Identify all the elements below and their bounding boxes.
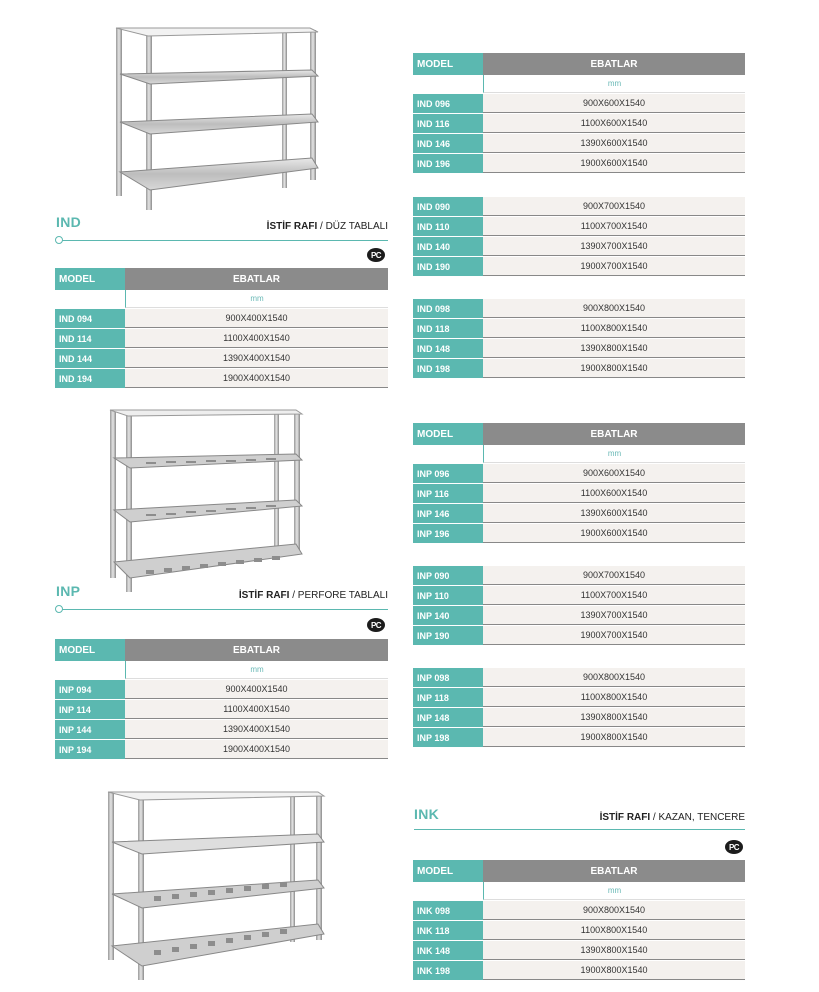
unit-label: mm <box>483 445 745 463</box>
ind-desc-rest: / DÜZ TABLALI <box>317 221 388 232</box>
model-cell: INK 148 <box>413 940 483 960</box>
dims-cell: 1900X400X1540 <box>125 739 388 759</box>
table-row <box>413 900 745 920</box>
table-row <box>413 236 745 256</box>
table-row <box>55 699 388 719</box>
model-header: MODEL <box>413 423 483 445</box>
model-header: MODEL <box>413 860 483 882</box>
unit-row <box>413 445 745 463</box>
inp-dimensions-table <box>55 639 388 759</box>
model-cell: IND 194 <box>55 368 125 388</box>
unit-row <box>55 661 388 679</box>
unit-label: mm <box>483 75 745 93</box>
table-row <box>413 133 745 153</box>
ink-shelf-image <box>104 788 330 984</box>
certification-mark-icon: PC <box>367 248 385 262</box>
dims-cell: 900X600X1540 <box>483 463 745 483</box>
dims-cell: 1100X400X1540 <box>125 699 388 719</box>
dims-cell: 900X600X1540 <box>483 93 745 113</box>
table-header <box>413 53 745 75</box>
certification-mark-icon: PC <box>725 840 743 854</box>
model-cell: INP 098 <box>413 667 483 687</box>
model-cell: IND 096 <box>413 93 483 113</box>
dims-cell: 900X800X1540 <box>483 667 745 687</box>
ind-section-code: IND <box>56 214 82 230</box>
dims-cell: 1390X600X1540 <box>483 133 745 153</box>
table-row <box>413 153 745 173</box>
table-row <box>413 358 745 378</box>
model-cell: IND 144 <box>55 348 125 368</box>
dims-cell: 1100X800X1540 <box>483 920 745 940</box>
dims-cell: 900X400X1540 <box>125 679 388 699</box>
model-cell: INP 198 <box>413 727 483 747</box>
model-cell: IND 114 <box>55 328 125 348</box>
ind-divider-line <box>62 240 388 241</box>
inp-section-code: INP <box>56 583 81 599</box>
dims-cell: 1390X800X1540 <box>483 338 745 358</box>
dims-cell: 1100X600X1540 <box>483 483 745 503</box>
dims-cell: 900X800X1540 <box>483 900 745 920</box>
ink-desc-rest: / KAZAN, TENCERE <box>650 812 745 823</box>
inp-dimensions-table-800 <box>413 667 745 747</box>
unit-label: mm <box>125 661 388 679</box>
table-row <box>413 256 745 276</box>
inp-desc-bold: İSTİF RAFI <box>238 590 290 601</box>
table-row <box>55 328 388 348</box>
dims-cell: 1100X700X1540 <box>483 216 745 236</box>
inp-section-description <box>220 590 388 601</box>
table-row <box>55 739 388 759</box>
model-cell: IND 198 <box>413 358 483 378</box>
dims-cell: 1390X800X1540 <box>483 707 745 727</box>
table-row <box>413 216 745 236</box>
table-header <box>413 860 745 882</box>
model-cell: INP 194 <box>55 739 125 759</box>
model-cell: INP 114 <box>55 699 125 719</box>
model-cell: INP 190 <box>413 625 483 645</box>
table-row <box>413 565 745 585</box>
unit-label: mm <box>125 290 388 308</box>
model-cell: INP 144 <box>55 719 125 739</box>
table-row <box>413 960 745 980</box>
model-cell: IND 190 <box>413 256 483 276</box>
dims-cell: 1100X700X1540 <box>483 585 745 605</box>
model-cell: INP 116 <box>413 483 483 503</box>
table-row <box>413 687 745 707</box>
inp-dimensions-table-600 <box>413 423 745 543</box>
dims-header: EBATLAR <box>125 639 388 661</box>
model-cell: INP 110 <box>413 585 483 605</box>
model-cell: INP 118 <box>413 687 483 707</box>
dims-header: EBATLAR <box>483 53 745 75</box>
table-row <box>413 503 745 523</box>
table-row <box>413 483 745 503</box>
table-row <box>55 368 388 388</box>
dims-header: EBATLAR <box>483 423 745 445</box>
table-row <box>413 667 745 687</box>
ink-section-description <box>575 812 745 823</box>
inp-dimensions-table-700 <box>413 565 745 645</box>
ind-shelf-image <box>112 22 324 214</box>
model-cell: IND 146 <box>413 133 483 153</box>
table-row <box>55 348 388 368</box>
dims-cell: 1390X600X1540 <box>483 503 745 523</box>
inp-shelf-image <box>106 406 306 596</box>
model-cell: IND 140 <box>413 236 483 256</box>
model-cell: INP 094 <box>55 679 125 699</box>
ink-dimensions-table <box>413 860 745 980</box>
table-header <box>55 268 388 290</box>
model-cell: IND 090 <box>413 196 483 216</box>
dims-cell: 1100X400X1540 <box>125 328 388 348</box>
dims-cell: 1900X600X1540 <box>483 523 745 543</box>
model-cell: IND 098 <box>413 298 483 318</box>
dims-cell: 1900X400X1540 <box>125 368 388 388</box>
table-row <box>413 707 745 727</box>
model-header: MODEL <box>413 53 483 75</box>
model-cell: INP 140 <box>413 605 483 625</box>
dims-cell: 900X400X1540 <box>125 308 388 328</box>
model-cell: INK 118 <box>413 920 483 940</box>
dims-cell: 900X800X1540 <box>483 298 745 318</box>
table-row <box>413 605 745 625</box>
ind-dimensions-table <box>55 268 388 388</box>
table-row <box>413 93 745 113</box>
table-row <box>413 463 745 483</box>
dims-cell: 1390X800X1540 <box>483 940 745 960</box>
model-cell: IND 118 <box>413 318 483 338</box>
dims-header: EBATLAR <box>125 268 388 290</box>
dims-cell: 1100X800X1540 <box>483 687 745 707</box>
dims-cell: 900X700X1540 <box>483 196 745 216</box>
ind-dimensions-table-800 <box>413 298 745 378</box>
dims-cell: 1900X700X1540 <box>483 625 745 645</box>
unit-label: mm <box>483 882 745 900</box>
table-row <box>413 113 745 133</box>
dims-cell: 1900X800X1540 <box>483 358 745 378</box>
model-cell: IND 094 <box>55 308 125 328</box>
certification-mark-icon: PC <box>367 618 385 632</box>
table-row <box>413 523 745 543</box>
model-cell: IND 110 <box>413 216 483 236</box>
model-cell: INK 098 <box>413 900 483 920</box>
model-cell: INP 196 <box>413 523 483 543</box>
model-header: MODEL <box>55 639 125 661</box>
dims-cell: 1390X400X1540 <box>125 348 388 368</box>
dims-cell: 1100X600X1540 <box>483 113 745 133</box>
table-row <box>413 585 745 605</box>
table-header <box>55 639 388 661</box>
ind-desc-bold: İSTİF RAFI <box>266 221 318 232</box>
model-cell: INP 096 <box>413 463 483 483</box>
model-cell: INK 198 <box>413 960 483 980</box>
dims-header: EBATLAR <box>483 860 745 882</box>
dims-cell: 900X700X1540 <box>483 565 745 585</box>
dims-cell: 1390X700X1540 <box>483 605 745 625</box>
model-cell: IND 196 <box>413 153 483 173</box>
table-header <box>413 423 745 445</box>
table-row <box>413 625 745 645</box>
table-row <box>413 727 745 747</box>
inp-desc-rest: / PERFORE TABLALI <box>289 590 388 601</box>
dims-cell: 1100X800X1540 <box>483 318 745 338</box>
table-row <box>413 318 745 338</box>
table-row <box>413 298 745 318</box>
table-row <box>55 719 388 739</box>
ink-divider-line <box>414 829 745 830</box>
model-cell: IND 116 <box>413 113 483 133</box>
table-row <box>413 338 745 358</box>
ink-desc-bold: İSTİF RAFI <box>599 812 651 823</box>
model-header: MODEL <box>55 268 125 290</box>
inp-divider-line <box>62 609 388 610</box>
model-cell: INP 148 <box>413 707 483 727</box>
table-row <box>413 940 745 960</box>
dims-cell: 1390X400X1540 <box>125 719 388 739</box>
ind-dimensions-table-700 <box>413 196 745 276</box>
model-cell: INP 146 <box>413 503 483 523</box>
dims-cell: 1900X800X1540 <box>483 960 745 980</box>
unit-row <box>413 882 745 900</box>
dims-cell: 1390X700X1540 <box>483 236 745 256</box>
model-cell: IND 148 <box>413 338 483 358</box>
model-cell: INP 090 <box>413 565 483 585</box>
unit-row <box>55 290 388 308</box>
dims-cell: 1900X600X1540 <box>483 153 745 173</box>
table-row <box>413 920 745 940</box>
table-row <box>55 308 388 328</box>
dims-cell: 1900X700X1540 <box>483 256 745 276</box>
ink-section-code: INK <box>414 806 440 822</box>
table-row <box>55 679 388 699</box>
ind-section-description <box>240 221 388 232</box>
ind-dimensions-table-600 <box>413 53 745 173</box>
table-row <box>413 196 745 216</box>
unit-row <box>413 75 745 93</box>
dims-cell: 1900X800X1540 <box>483 727 745 747</box>
